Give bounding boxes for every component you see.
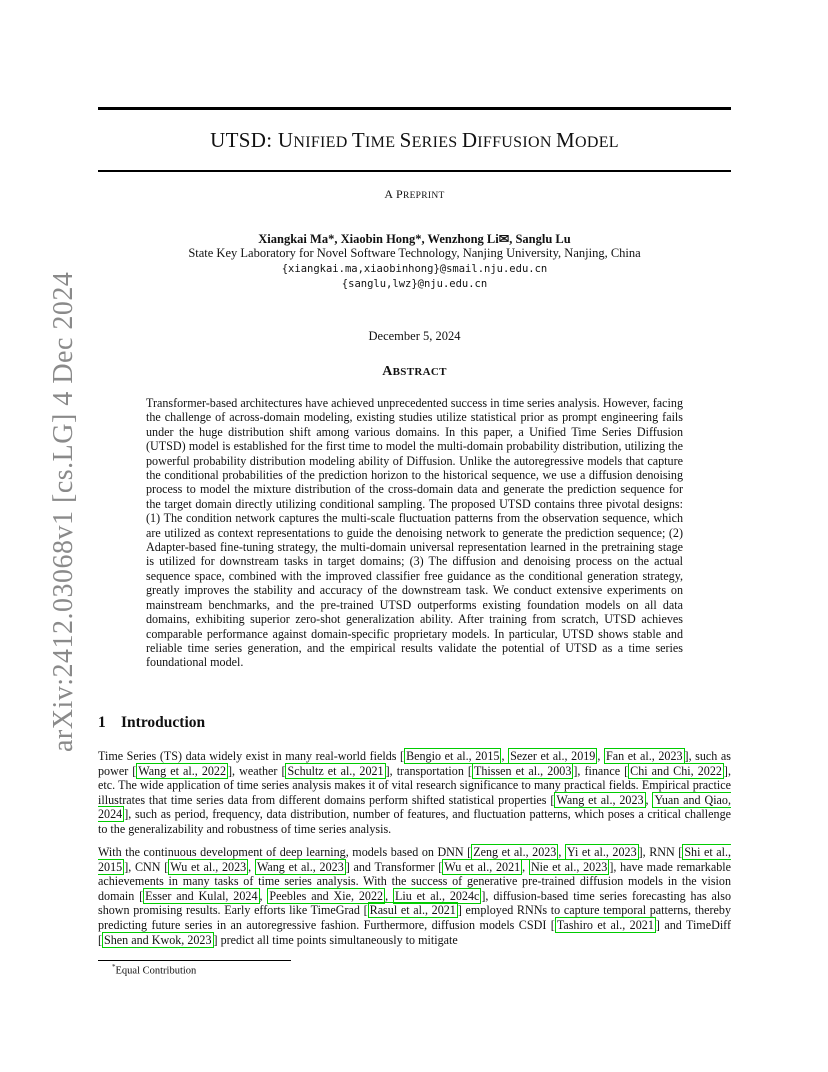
paragraph-text: ], such as period, frequency, data distribution, number of features, and fluctuation patterns, which poses a critical challenge to the generalizability and robustness of time series analysis. (98, 807, 731, 836)
citation-link[interactable]: Sezer et al., 2019 (510, 749, 596, 763)
paragraph-text: ], diffusion-based time series forecasting has also shown promising results. Early efforts like TimeGrad [ (98, 888, 732, 918)
section-number: 1 (98, 714, 106, 731)
citation-link[interactable]: Rasul et al., 2021 (369, 903, 456, 918)
citation-link[interactable]: Fan et al., 2023 (605, 749, 683, 763)
citation-link[interactable]: Tashiro et al., 2021 (556, 917, 654, 932)
paragraph-text: With the continuous development of deep learning, models based on DNN [ (98, 845, 472, 859)
citation-link[interactable]: Wang et al., 2023 (556, 792, 644, 807)
citation-link[interactable]: Thissen et al., 2003 (473, 763, 572, 778)
citation-link[interactable]: Chi and Chi, 2022 (630, 763, 722, 778)
paragraph-text: ], transportation [ (385, 763, 472, 778)
citation-link[interactable]: Bengio et al., 2015 (406, 749, 500, 763)
citation-link[interactable]: Shi et al., 2015 (98, 845, 732, 874)
email-line-2: {sanglu,lwz}@nju.edu.cn (341, 278, 488, 290)
paragraph-text: , (522, 859, 529, 874)
citation-link[interactable]: Shen and Kwok, 2023 (104, 932, 212, 947)
citation-link[interactable]: Zeng et al., 2023 (473, 845, 557, 859)
paragraph-text: , (501, 749, 509, 763)
paragraph-text: ], finance [ (573, 763, 629, 778)
paragraph-text: , (248, 859, 255, 874)
paragraph-text: , (597, 749, 604, 763)
citation-link[interactable]: Nie et al., 2023 (530, 859, 608, 874)
footnote (112, 963, 196, 977)
arxiv-identifier: arXiv:2412.03068v1 [cs.LG] 4 Dec 2024 (48, 271, 79, 752)
title-rule-bottom (98, 170, 731, 172)
paragraph-text: ] and Transformer [ (345, 859, 443, 874)
email-line-1: {xiangkai.ma,xiaobinhong}@smail.nju.edu.cn (281, 263, 548, 275)
paragraph-text: , (645, 792, 653, 807)
citation-link[interactable]: Peebles and Xie, 2022 (269, 888, 384, 903)
abstract-text: Transformer-based architectures have achieved unprecedented success in time series analysis. However, facing the challenge of across-domain modeling, existing studies utilize statistical prior as prompt engineering fails under the huge distribution shift among various domains. In this paper, a Unified Time Series Diffusion (UTSD) model is established for the first time to model the multi-domain probability distribution, utilizing the powerful probability distribution modeling ability of Diffusion. Unlike the autoregressive models that capture the conditional probabilities of the prediction horizon to the historical sequence, we use a diffusion denoising process to model the mixture distribution of the cross-domain data and generate the prediction sequence for the target domain directly utilizing conditional sampling. The proposed UTSD contains three pivotal designs: (1) The condition network captures the multi-scale fluctuation patterns from the observation sequence, which are utilized as context representations to guide the denoising network to generate the prediction sequence; (2) Adapter-based fine-tuning strategy, the multi-domain universal representation learned in the pretraining stage is utilized for downstream tasks in target domains; (3) The diffusion and denoising process on the actual sequence space, combined with the improved classifier free guidance as the conditional generation strategy, greatly improves the stability and accuracy of the downstream task. We conduct extensive experiments on mainstream benchmarks, and the pre-trained UTSD outperforms existing foundation models on all data domains, exhibiting superior zero-shot generalization ability. After training from scratch, UTSD achieves comparable performance against domain-specific proprietary models. In particular, UTSD shows stable and reliable time series generation, and the empirical results validate the potential of UTSD as a time series foundational model. (146, 396, 683, 670)
paragraph-text: ], have made remarkable achievements in many tasks of time series analysis. With the success of generative pre-trained diffusion models in the vision domain [ (98, 859, 731, 903)
paragraph-text: , (259, 888, 268, 903)
footnote-text: Equal Contribution (115, 965, 197, 977)
paper-title: UTSD: UNIFIED TIME SERIES DIFFUSION MODEL (210, 128, 619, 152)
citation-link[interactable]: Wang et al., 2022 (138, 763, 227, 778)
citation-link[interactable]: Wu et al., 2023 (170, 859, 247, 874)
section-heading-introduction (98, 714, 205, 732)
paragraph-text: ] predict all time points simultaneously to mitigate (213, 932, 458, 947)
paragraph-text: ], weather [ (228, 763, 286, 778)
citation-link[interactable]: Wang et al., 2023 (256, 859, 344, 874)
paragraph-text: ], etc. The wide application of time series analysis makes it of vital research significance to many practical fields. Empirical practice illustrates that time series data from different domains perform shifted statistical properties [ (98, 763, 731, 807)
paragraph-text: , (385, 888, 393, 903)
title-rule-top (98, 107, 731, 110)
paragraph-text: Time Series (TS) data widely exist in many real-world fields [ (98, 749, 405, 763)
intro-paragraph-1 (98, 749, 731, 837)
author-list: Xiangkai Ma*, Xiaobin Hong*, Wenzhong Li✉, Sanglu Lu (258, 232, 571, 246)
citation-link[interactable]: Wu et al., 2021 (444, 859, 521, 874)
paragraph-text: ] employed RNNs to capture temporal patterns, thereby predicting future series in an autoregressive fashion. Furthermore, diffusion models CSDI [ (98, 903, 731, 932)
footnote-rule (98, 960, 291, 961)
footnote-mark: * (112, 963, 116, 971)
intro-paragraph-2 (98, 845, 731, 947)
paragraph-text: ], such as power [ (98, 749, 732, 778)
section-title: Introduction (121, 714, 206, 731)
citation-link[interactable]: Esser and Kulal, 2024 (145, 888, 258, 903)
citation-link[interactable]: Schultz et al., 2021 (287, 763, 384, 778)
publication-date: December 5, 2024 (368, 329, 461, 343)
citation-link[interactable]: Yuan and Qiao, 2024 (98, 792, 731, 822)
abstract-heading: ABSTRACT (382, 364, 447, 379)
paragraph-text: , (558, 845, 565, 859)
arxiv-stamp (12, 271, 79, 752)
paragraph-text: ], RNN [ (638, 845, 683, 859)
citation-link[interactable]: Yi et al., 2023 (566, 845, 637, 859)
preprint-label: A PREPRINT (384, 187, 445, 201)
affiliation: State Key Laboratory for Novel Software Technology, Nanjing University, Nanjing, China (188, 246, 641, 260)
citation-link[interactable]: Liu et al., 2024c (394, 888, 480, 903)
paragraph-text: ], CNN [ (124, 859, 169, 874)
paragraph-text: ] and TimeDiff [ (98, 917, 732, 947)
